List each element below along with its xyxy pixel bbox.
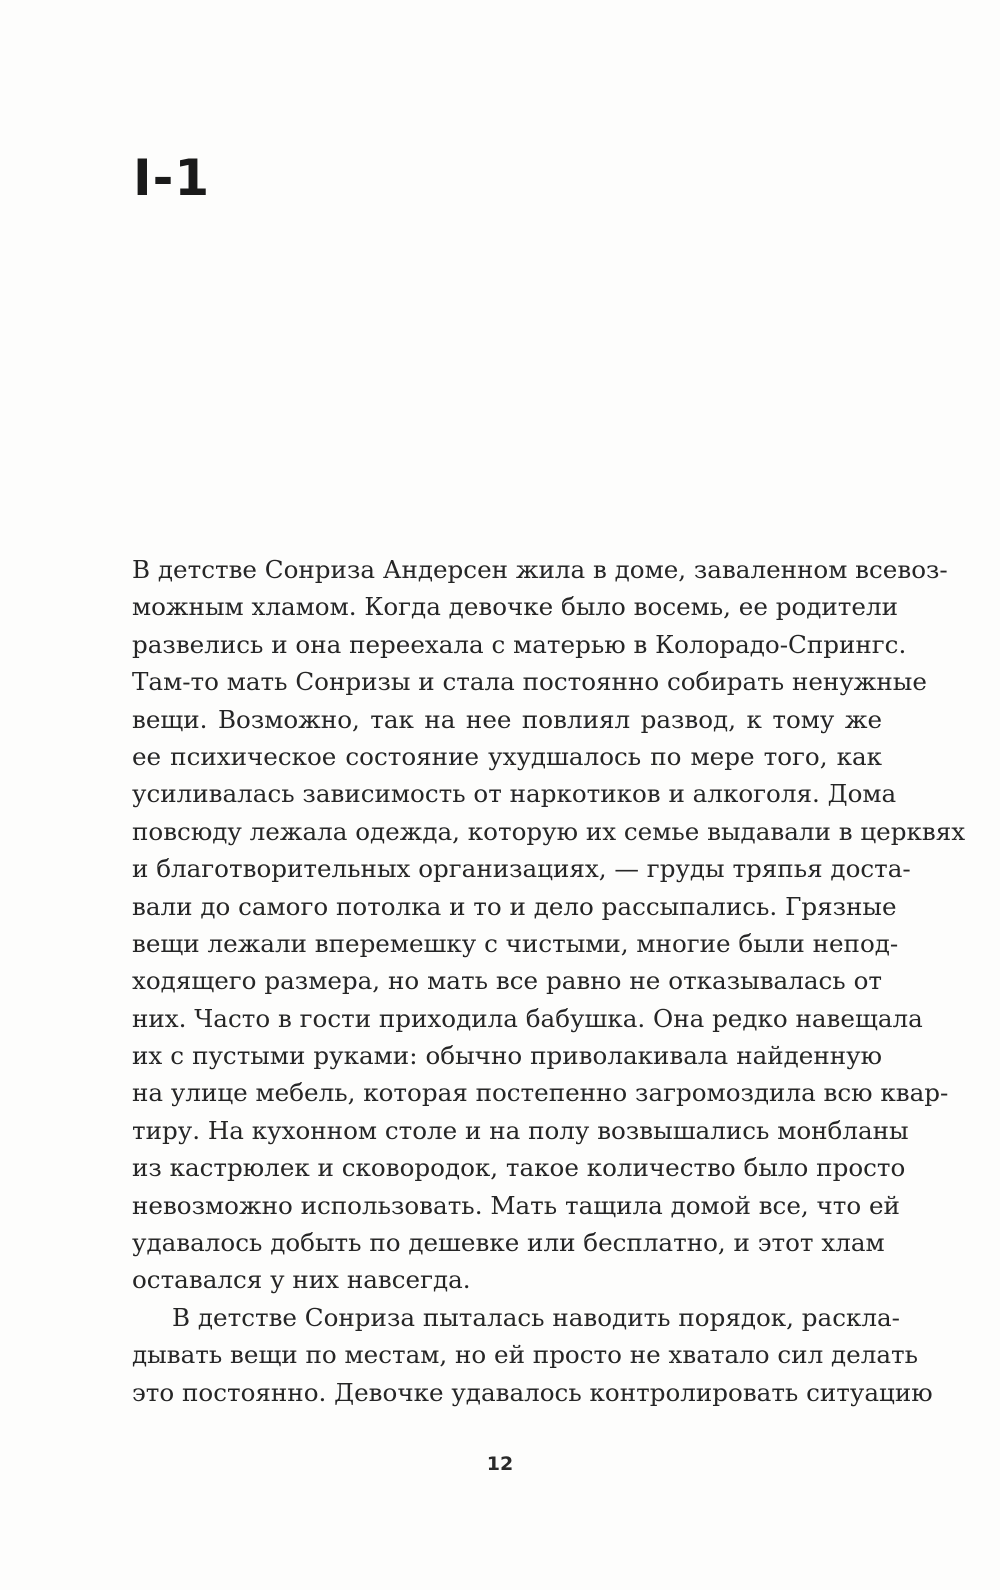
paragraph-1 <box>132 551 966 1299</box>
text-line: вали до самого потолка и то и дело рассыпались. Грязные <box>132 891 897 921</box>
text-line: вещи. Возможно, так на нее повлиял развод, к тому же <box>132 704 882 734</box>
text-line: невозможно использовать. Мать тащила домой все, что ей <box>132 1190 900 1220</box>
text-line: них. Часто в гости приходила бабушка. Она редко навещала <box>132 1003 923 1033</box>
text-line: тиру. На кухонном столе и на полу возвышались монбланы <box>132 1115 909 1145</box>
text-line: дывать вещи по местам, но ей просто не хватало сил делать <box>132 1340 918 1370</box>
text-line: вещи лежали вперемешку с чистыми, многие были непод- <box>132 928 899 958</box>
text-line: Там-то мать Сонризы и стала постоянно собирать ненужные <box>132 667 927 697</box>
text-line: повсюду лежала одежда, которую их семье выдавали в церквях <box>132 816 966 846</box>
text-line: ходящего размера, но мать все равно не отказывалась от <box>132 966 882 996</box>
body-text <box>132 551 966 1411</box>
text-line: В детстве Сонриза пыталась наводить порядок, раскла- <box>172 1302 900 1332</box>
text-line: на улице мебель, которая постепенно загромоздила всю квар- <box>132 1078 949 1108</box>
text-line: можным хламом. Когда девочке было восемь, ее родители <box>132 592 898 622</box>
paragraph-2 <box>132 1299 933 1411</box>
page-number: 12 <box>486 1453 514 1475</box>
text-line: и благотворительных организациях, — груды тряпья доста- <box>132 854 911 884</box>
chapter-number: I-1 <box>133 149 211 207</box>
text-line: оставался у них навсегда. <box>132 1265 471 1295</box>
text-line: это постоянно. Девочке удавалось контролировать ситуацию <box>132 1377 933 1407</box>
text-line: их с пустыми руками: обычно приволакивала найденную <box>132 1041 882 1071</box>
text-line: развелись и она переехала с матерью в Колорадо-Спрингс. <box>132 629 907 659</box>
text-line: из кастрюлек и сковородок, такое количество было просто <box>132 1153 906 1183</box>
text-line: В детстве Сонриза Андерсен жила в доме, заваленном всевоз- <box>132 555 948 584</box>
text-line: усиливалась зависимость от наркотиков и алкоголя. Дома <box>132 779 897 809</box>
text-line: ее психическое состояние ухудшалось по мере того, как <box>132 741 882 771</box>
text-line: удавалось добыть по дешевке или бесплатно, и этот хлам <box>132 1228 885 1258</box>
